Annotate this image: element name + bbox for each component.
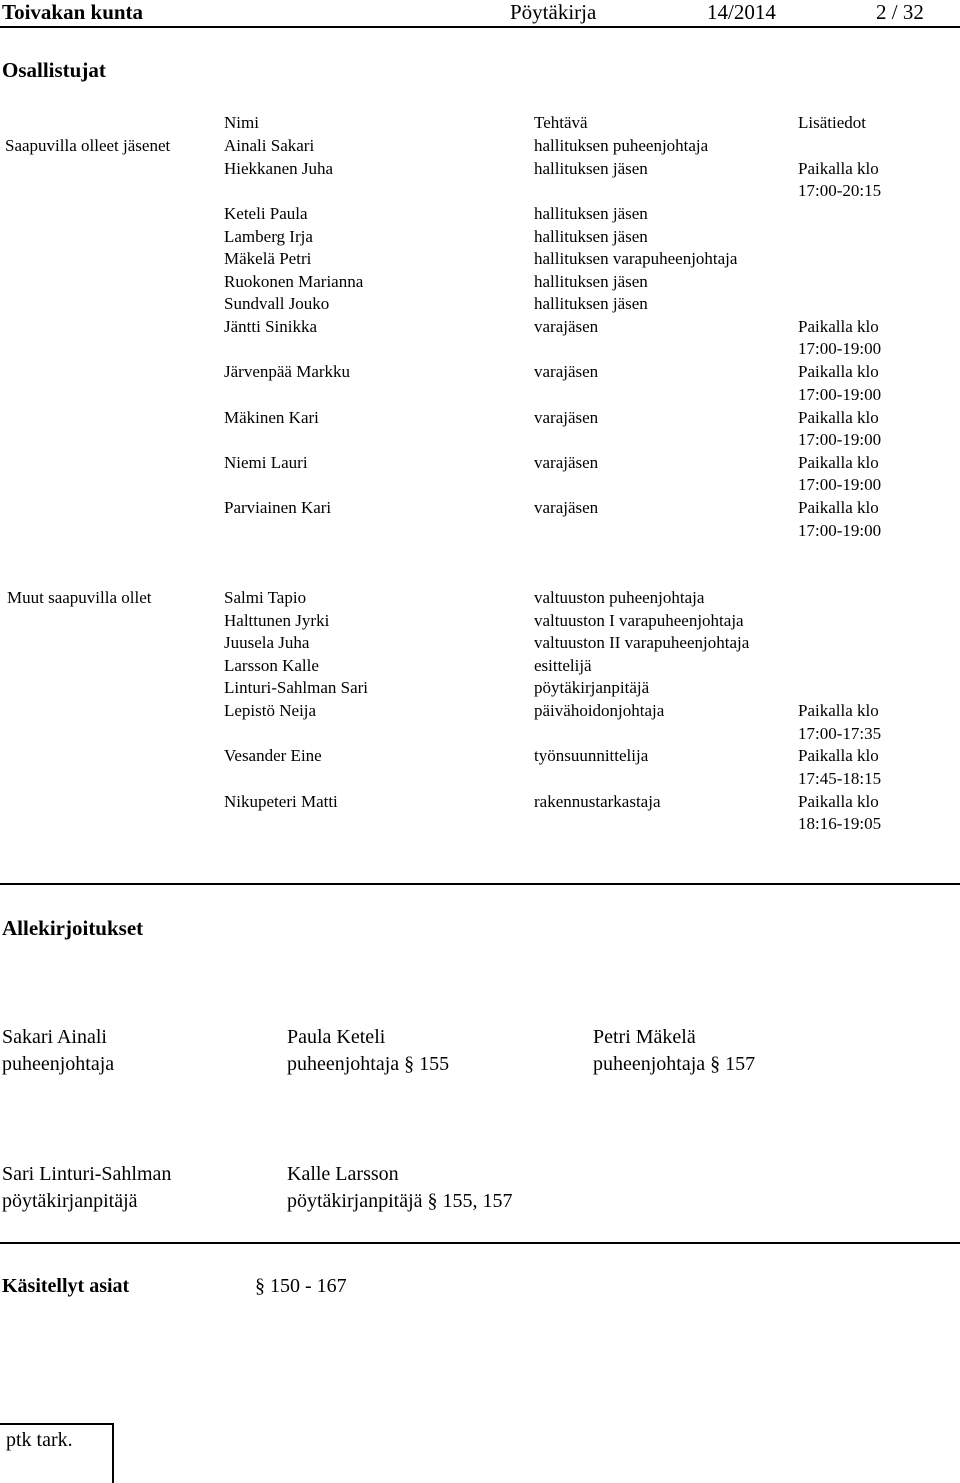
participant-name: Salmi Tapio (224, 588, 307, 607)
participant-time: 17:00-17:35 (798, 723, 882, 743)
participant-role: päivähoidonjohtaja (534, 701, 665, 720)
participant-time: 17:00-20:15 (798, 181, 882, 201)
participant-name: Sundvall Jouko (224, 294, 330, 314)
participant-role: valtuuston puheenjohtaja (534, 588, 705, 607)
signer-role: puheenjohtaja (2, 1053, 115, 1075)
column-name-header: Nimi (224, 113, 259, 132)
participant-role: rakennustarkastaja (534, 791, 661, 811)
participant-time: 17:00-19:00 (798, 475, 882, 495)
participant-name: Järvenpää Markku (224, 362, 351, 382)
participant-name: Vesander Eine (224, 746, 322, 766)
page-number: 2 / 32 (876, 0, 924, 24)
signatures-title: Allekirjoitukset (2, 916, 144, 940)
participant-name: Larsson Kalle (224, 655, 319, 675)
signer-name: Sari Linturi-Sahlman (2, 1163, 172, 1185)
participant-info: Paikalla klo (798, 701, 879, 720)
document-number: 14/2014 (707, 0, 776, 24)
participant-info: Paikalla klo (798, 791, 879, 811)
participant-name: Parviainen Kari (224, 498, 332, 518)
participant-name: Jäntti Sinikka (224, 316, 318, 336)
column-info-header: Lisätiedot (798, 113, 866, 132)
participant-role: hallituksen puheenjohtaja (534, 136, 709, 155)
handled-items-value: § 150 - 167 (255, 1275, 347, 1297)
participant-role: valtuuston I varapuheenjohtaja (534, 610, 744, 630)
signer-role: puheenjohtaja § 155 (287, 1053, 450, 1075)
signer-name: Petri Mäkelä (593, 1026, 696, 1048)
participant-role: varajäsen (534, 316, 599, 336)
participant-name: Linturi-Sahlman Sari (224, 678, 369, 698)
document-type: Pöytäkirja (510, 0, 597, 24)
column-role-header: Tehtävä (534, 113, 588, 132)
participant-name: Hiekkanen Juha (224, 158, 334, 178)
participant-info: Paikalla klo (798, 158, 879, 178)
minutes-check-box (0, 1423, 114, 1483)
participant-name: Juusela Juha (224, 633, 310, 653)
participant-name: Lepistö Neija (224, 701, 317, 720)
participant-info: Paikalla klo (798, 452, 879, 472)
participant-name: Keteli Paula (224, 203, 308, 223)
participant-time: 17:00-19:00 (798, 339, 882, 359)
participant-info: Paikalla klo (798, 362, 879, 382)
participant-role: hallituksen varapuheenjohtaja (534, 249, 738, 269)
participant-info: Paikalla klo (798, 407, 879, 427)
signer-name: Paula Keteli (287, 1026, 386, 1048)
participant-time: 17:00-19:00 (798, 520, 882, 540)
participant-name: Nikupeteri Matti (224, 791, 338, 811)
participant-role: pöytäkirjanpitäjä (534, 678, 650, 698)
participant-role: työnsuunnittelija (534, 746, 649, 766)
signer-name: Sakari Ainali (2, 1026, 107, 1048)
participant-name: Niemi Lauri (224, 452, 308, 472)
participant-role: valtuuston II varapuheenjohtaja (534, 633, 750, 653)
section-divider (0, 1242, 960, 1244)
participant-role: hallituksen jäsen (534, 294, 648, 314)
handled-items-label: Käsitellyt asiat (2, 1275, 130, 1297)
participant-role: varajäsen (534, 452, 599, 472)
signer-role: pöytäkirjanpitäjä (2, 1190, 138, 1212)
page-header (0, 0, 960, 28)
participant-role: varajäsen (534, 407, 599, 427)
participant-info: Paikalla klo (798, 746, 879, 766)
participants-title: Osallistujat (2, 58, 106, 82)
participant-name: Lamberg Irja (224, 226, 313, 246)
participant-role: hallituksen jäsen (534, 271, 648, 291)
participant-role: hallituksen jäsen (534, 226, 648, 246)
participant-time: 17:00-19:00 (798, 430, 882, 449)
section-divider (0, 883, 960, 885)
participant-role: hallituksen jäsen (534, 158, 648, 178)
participant-info: Paikalla klo (798, 498, 879, 518)
participant-info: Paikalla klo (798, 316, 879, 336)
participant-role: varajäsen (534, 362, 599, 382)
others-section-label: Muut saapuvilla ollet (7, 588, 152, 607)
participant-time: 18:16-19:05 (798, 814, 882, 834)
participant-name: Mäkelä Petri (224, 249, 312, 269)
participant-role: hallituksen jäsen (534, 203, 648, 223)
signer-role: pöytäkirjanpitäjä § 155, 157 (287, 1190, 513, 1212)
participant-role: esittelijä (534, 655, 592, 675)
participant-name: Halttunen Jyrki (224, 610, 330, 630)
municipality-name: Toivakan kunta (2, 0, 144, 24)
participant-name: Ruokonen Marianna (224, 271, 364, 291)
minutes-check-label: ptk tark. (6, 1429, 73, 1451)
participant-name: Ainali Sakari (224, 136, 315, 155)
signer-role: puheenjohtaja § 157 (593, 1053, 756, 1075)
signer-name: Kalle Larsson (287, 1163, 399, 1185)
participant-name: Mäkinen Kari (224, 407, 319, 427)
participant-time: 17:45-18:15 (798, 768, 882, 788)
participant-role: varajäsen (534, 498, 599, 518)
members-section-label: Saapuvilla olleet jäsenet (5, 136, 171, 155)
participant-time: 17:00-19:00 (798, 384, 882, 404)
